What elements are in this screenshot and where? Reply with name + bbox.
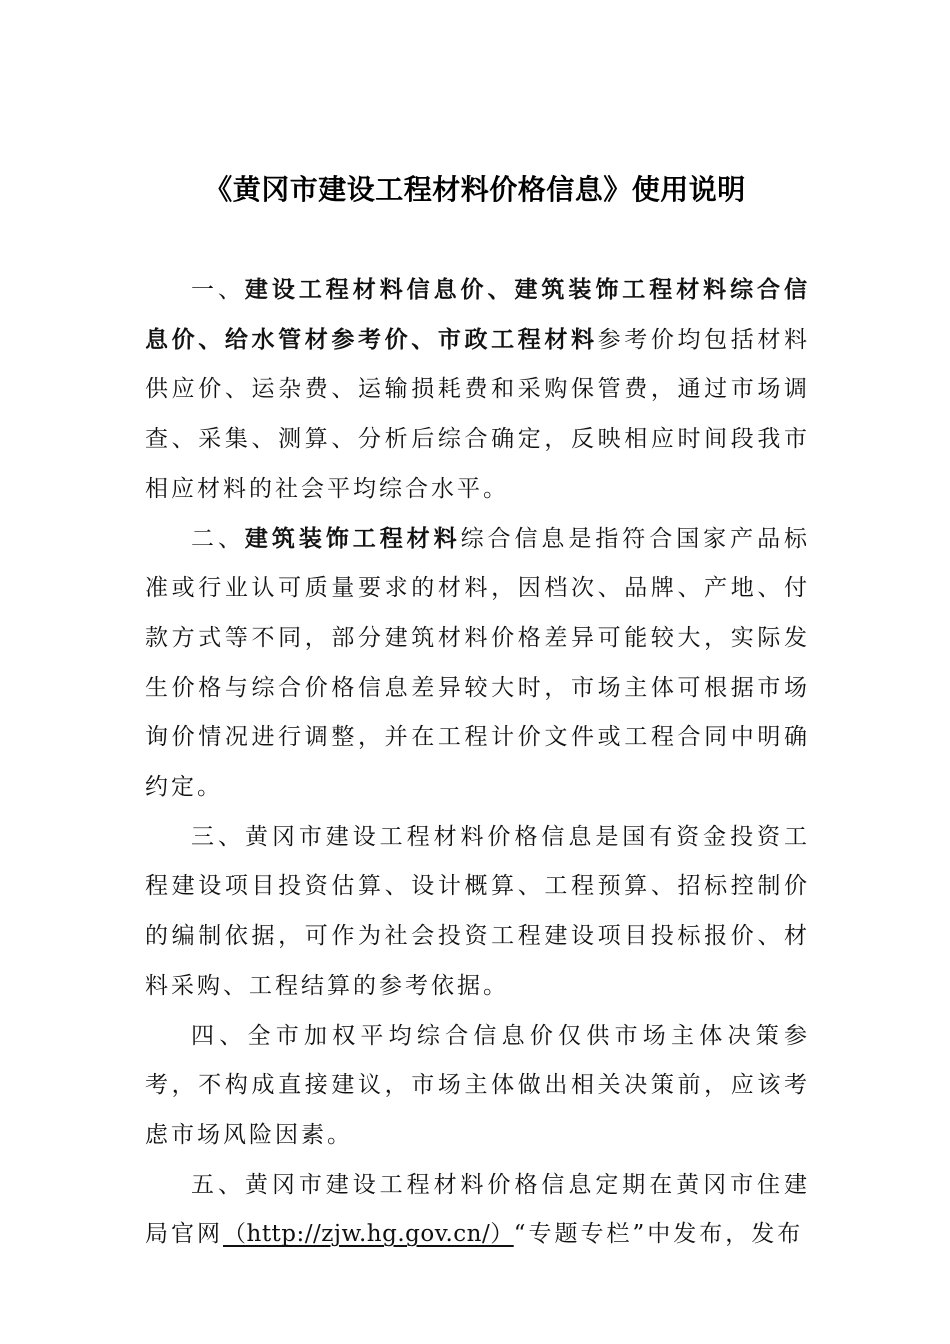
paragraph-1-text: 参考价均包括材料供应价、运杂费、运输损耗费和采购保管费，通过市场调查、采集、测算、分析后综合确定，反映相应时间段我市相应材料的社会平均综合水平。 [145,326,810,502]
paragraph-1-prefix: 一、 [191,277,245,303]
paragraph-2-bold-terms: 建筑装饰工程材料 [244,525,461,552]
paragraph-2-text: 综合信息是指符合国家产品标准或行业认可质量要求的材料，因档次、品牌、产地、付款方式等不同，部分建筑材料价格差异可能较大，实际发生价格与综合价格信息差异较大时，市场主体可根据市场询价情况进行调整，并在工程计价文件或工程合同中明确约定。 [145,525,811,801]
paragraph-4-text: 四、全市加权平均综合信息价仅供市场主体决策参考，不构成直接建议，市场主体做出相关决策前，应该考虑市场风险因素。 [145,1022,810,1148]
document-body [145,266,810,1260]
paragraph-3 [145,813,810,1012]
paragraph-1 [145,266,810,515]
paragraph-1-bold-terms: 建设工程材料信息价、建筑装饰工程材料综合信息价、给水管材参考价、市政工程材料 [145,277,811,353]
paragraph-2 [145,515,810,813]
paragraph-2-prefix: 二、 [191,525,245,552]
paragraph-4 [145,1012,810,1161]
paragraph-5-text-before: 五、黄冈市建设工程材料价格信息定期在黄冈市住建局官网 [145,1171,810,1248]
website-link[interactable]: （http://zjw.hg.gov.cn/） [223,1221,514,1248]
document-title: 《黄冈市建设工程材料价格信息》使用说明 [204,173,746,206]
paragraph-5-text-after: “专题专栏”中发布，发布 [513,1221,804,1248]
paragraph-5 [145,1161,810,1260]
paragraph-3-text: 三、黄冈市建设工程材料价格信息是国有资金投资工程建设项目投资估算、设计概算、工程预算、招标控制价的编制依据，可作为社会投资工程建设项目投标报价、材料采购、工程结算的参考依据。 [145,823,810,999]
